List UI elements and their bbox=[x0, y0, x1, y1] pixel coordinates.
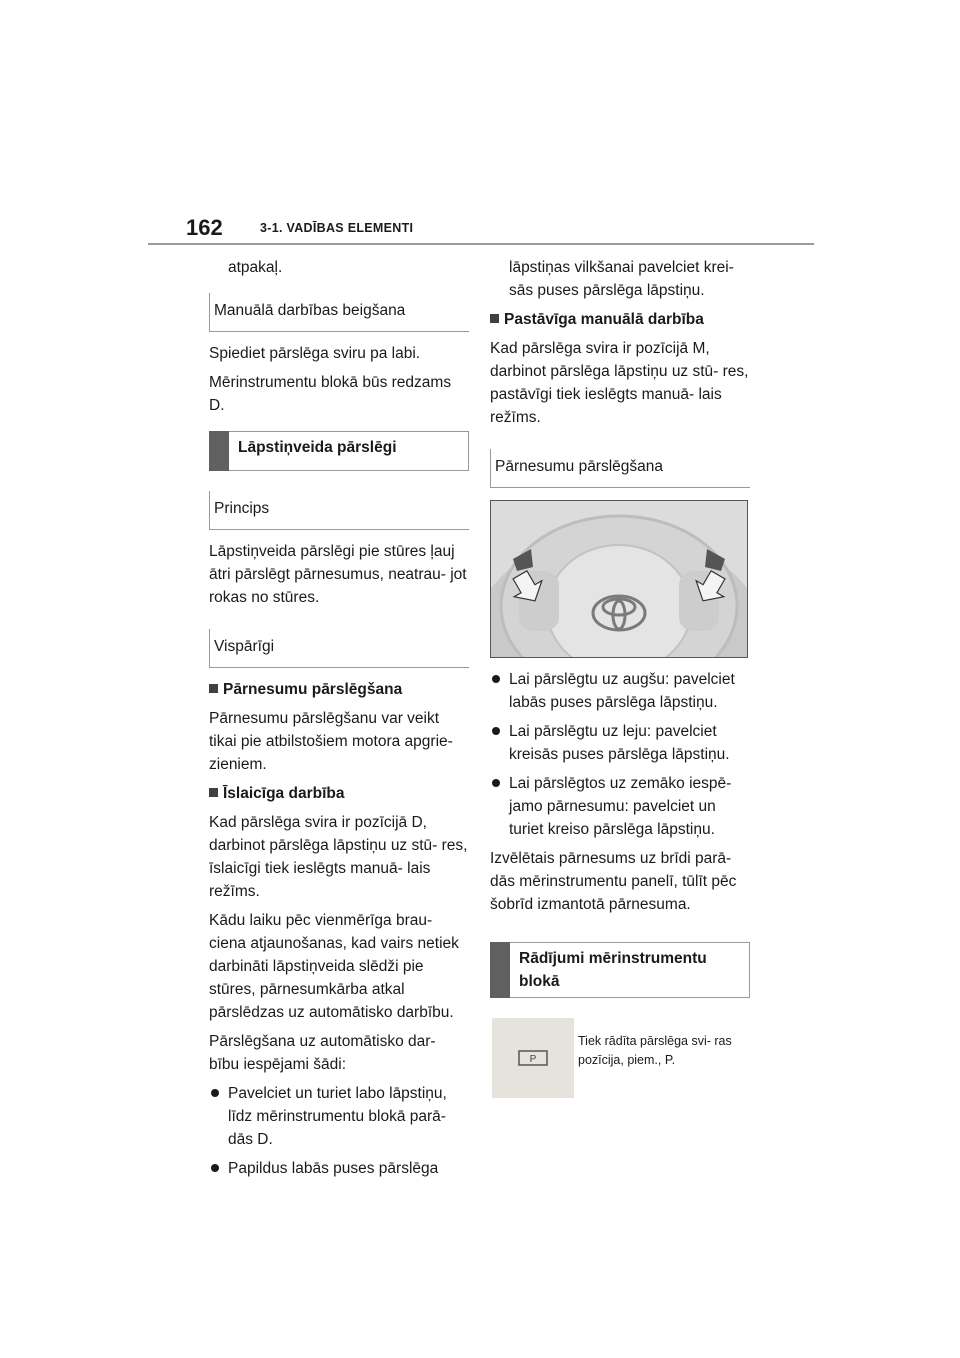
right-column bbox=[490, 256, 750, 1102]
subheading-gear-shifting: Pārnesumu pārslēgšana bbox=[490, 449, 750, 488]
section-title: 3-1. VADĪBAS ELEMENTI bbox=[260, 221, 414, 235]
gear-indicator-image bbox=[492, 1018, 574, 1098]
list-item: Lai pārslēgtos uz zemāko iespē- jamo pārnesumu: pavelciet un turiet kreiso pārslēga lāpstiņu. bbox=[490, 772, 750, 841]
list-item: Papildus labās puses pārslēga bbox=[209, 1157, 469, 1180]
steering-wheel-figure bbox=[490, 500, 748, 658]
left-column bbox=[209, 256, 469, 1186]
paragraph: Pārnesumu pārslēgšanu var veikt tikai pie atbilstošiem motora apgrie- zieniem. bbox=[209, 710, 453, 773]
steering-wheel-illustration bbox=[491, 501, 747, 657]
header-rule bbox=[148, 243, 814, 245]
paragraph: Mērinstrumentu blokā būs redzams D. bbox=[209, 374, 452, 414]
bullet-heading-gear-shifting: Pārnesumu pārslēgšana bbox=[209, 678, 469, 701]
paragraph: Pārslēgšana uz automātisko dar- bību iespējami šādi: bbox=[209, 1033, 436, 1073]
display-example bbox=[490, 1018, 750, 1102]
list-item: Lai pārslēgtu uz augšu: pavelciet labās puses pārslēga lāpstiņu. bbox=[490, 668, 750, 714]
paragraph: Kādu laiku pēc vienmērīga brau- ciena atjaunošanas, kad vairs netiek darbināti lāpstiņveida slēdži pie stūres, pārnesumkārba atkal pārslēdzas uz automātisko darbību. bbox=[209, 912, 459, 1021]
subheading-general: Vispārīgi bbox=[209, 629, 469, 668]
paragraph: Izvēlētais pārnesums uz brīdi parā- dās mērinstrumentu panelī, tūlīt pēc šobrīd izmantotā pārnesuma. bbox=[490, 850, 737, 913]
intro-text: atpakaļ. bbox=[228, 259, 283, 276]
paragraph: Kad pārslēga svira ir pozīcijā D, darbinot pārslēga lāpstiņu uz stū- res, īslaicīgi tiek ieslēgts manuā- lais režīms. bbox=[209, 814, 468, 900]
subheading-manual-end: Manuālā darbības beigšana bbox=[209, 293, 469, 332]
paragraph: Kad pārslēga svira ir pozīcijā M, darbinot pārslēga lāpstiņu uz stū- res, pastāvīgi tiek ieslēgts manuā- lais režīms. bbox=[490, 340, 749, 426]
continued-text: lāpstiņas vilkšanai pavelciet krei- sās puses pārslēga lāpstiņu. bbox=[509, 259, 734, 299]
subheading-principle: Princips bbox=[209, 491, 469, 530]
heading-paddle-shifters: Lāpstiņveida pārslēgi bbox=[209, 431, 469, 471]
list-item: Pavelciet un turiet labo lāpstiņu, līdz mērinstrumentu blokā parā- dās D. bbox=[209, 1082, 469, 1151]
gear-letter: P bbox=[529, 1054, 537, 1065]
page-number: 162 bbox=[186, 215, 223, 240]
paragraph: Lāpstiņveida pārslēgi pie stūres ļauj ātri pārslēgt pārnesumus, neatrau- jot rokas no stūres. bbox=[209, 543, 467, 606]
list-item: Lai pārslēgtu uz leju: pavelciet kreisās puses pārslēga lāpstiņu. bbox=[490, 720, 750, 766]
heading-instrument-display: Rādījumi mērinstrumentu blokā bbox=[490, 942, 750, 998]
bullet-heading-permanent: Pastāvīga manuālā darbība bbox=[490, 308, 750, 331]
paragraph: Spiediet pārslēga sviru pa labi. bbox=[209, 345, 421, 362]
display-caption: Tiek rādīta pārslēga svi- ras pozīcija, piem., P. bbox=[578, 1034, 732, 1067]
bullet-heading-temporary: Īslaicīga darbība bbox=[209, 782, 469, 805]
